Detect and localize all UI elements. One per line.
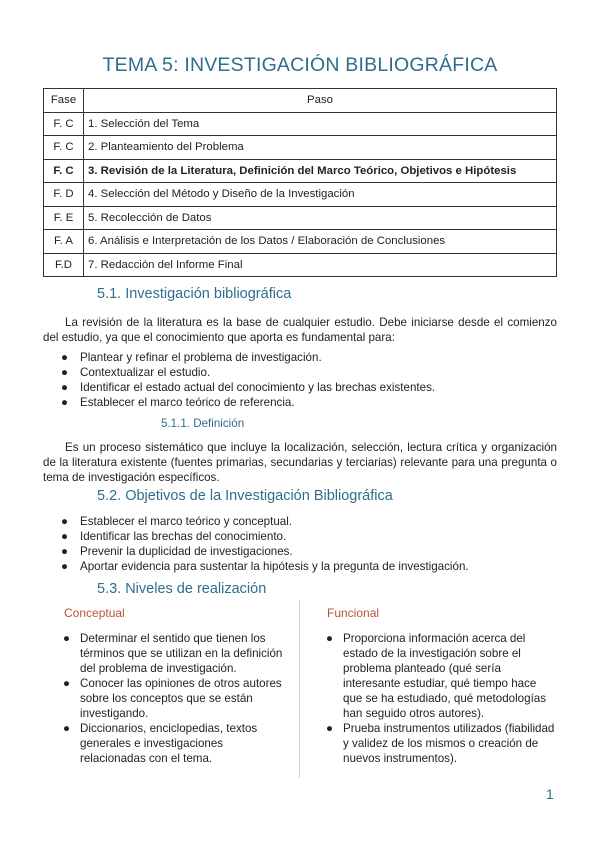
paso-cell: 7. Redacción del Informe Final <box>84 253 557 277</box>
funcional-list <box>323 631 557 766</box>
list-item-text: Prueba instrumentos utilizados (fiabilidad y validez de los mismos o creación de nuevos instrumentos). <box>343 722 555 765</box>
bullet-icon: ● <box>61 351 69 364</box>
list-item <box>60 631 292 676</box>
bullet-icon: ● <box>61 545 69 558</box>
list-item <box>60 721 292 766</box>
page-number: 1 <box>546 786 554 802</box>
bullet-icon: ● <box>61 381 69 394</box>
list-item <box>43 514 557 529</box>
bullet-icon: ● <box>326 722 334 735</box>
section-5-1-1-text: Es un proceso sistemático que incluye la localización, selección, lectura crítica y organización de la literatura existente (fuentes primarias, secundarias y terciarias) relevante para una pregunta o tema de investigación específicos. <box>43 441 557 484</box>
table-row <box>44 230 557 254</box>
list-item <box>43 544 557 559</box>
list-item-text: Identificar el estado actual del conocimiento y las brechas existentes. <box>80 381 436 394</box>
column-divider <box>299 600 300 778</box>
bullet-icon: ● <box>326 632 334 645</box>
list-item <box>43 395 557 410</box>
section-heading-5-1: 5.1. Investigación bibliográfica <box>97 286 292 302</box>
column-heading-conceptual: Conceptual <box>64 606 125 620</box>
paso-cell: 6. Análisis e Interpretación de los Datos / Elaboración de Conclusiones <box>84 230 557 254</box>
fase-cell: F. A <box>44 230 84 254</box>
bullet-icon: ● <box>63 632 71 645</box>
column-header-paso: Paso <box>84 89 557 113</box>
bullet-icon: ● <box>61 396 69 409</box>
section-heading-5-3: 5.3. Niveles de realización <box>97 581 267 597</box>
paso-cell: 1. Selección del Tema <box>84 112 557 136</box>
list-item-text: Proporciona información acerca del estado de la investigación sobre el problema planteado (qué sería interesante estudiar, qué tiempo hace que se ha estudiado, qué metodologías han seguido otros autores). <box>343 632 547 720</box>
list-item-text: Aportar evidencia para sustentar la hipótesis y la pregunta de investigación. <box>80 560 469 573</box>
list-item <box>43 559 557 574</box>
list-item-text: Prevenir la duplicidad de investigaciones. <box>80 545 293 558</box>
list-item <box>43 350 557 365</box>
table-row <box>44 206 557 230</box>
section-heading-5-2: 5.2. Objetivos de la Investigación Bibliográfica <box>97 488 393 504</box>
list-item <box>323 631 557 721</box>
fase-cell: F. D <box>44 183 84 207</box>
column-heading-funcional: Funcional <box>327 606 380 620</box>
table-row <box>44 183 557 207</box>
paso-cell: 3. Revisión de la Literatura, Definición del Marco Teórico, Objetivos e Hipótesis <box>84 159 557 183</box>
list-item-text: Contextualizar el estudio. <box>80 366 211 379</box>
list-item-text: Establecer el marco teórico y conceptual. <box>80 515 293 528</box>
list-item-text: Identificar las brechas del conocimiento. <box>80 530 287 543</box>
list-item <box>43 365 557 380</box>
list-item-text: Diccionarios, enciclopedias, textos generales e investigaciones relacionadas con el tema. <box>80 722 258 765</box>
bullet-icon: ● <box>61 515 69 528</box>
fase-cell: F. E <box>44 206 84 230</box>
column-header-fase: Fase <box>44 89 84 113</box>
bullet-icon: ● <box>61 366 69 379</box>
bullet-icon: ● <box>61 560 69 573</box>
table-row-highlighted <box>44 159 557 183</box>
fase-cell: F. C <box>44 159 84 183</box>
list-item-text: Determinar el sentido que tienen los términos que se utilizan en la definición del problema de investigación. <box>80 632 283 675</box>
fase-cell: F. C <box>44 112 84 136</box>
section-heading-5-1-1: 5.1.1. Definición <box>161 417 245 430</box>
paso-cell: 4. Selección del Método y Diseño de la Investigación <box>84 183 557 207</box>
list-item <box>323 721 557 766</box>
phases-table <box>43 88 557 277</box>
paso-cell: 2. Planteamiento del Problema <box>84 136 557 160</box>
section-5-1-intro: La revisión de la literatura es la base de cualquier estudio. Debe iniciarse desde el comienzo del estudio, ya que el conocimiento que aporta es fundamental para: <box>43 316 557 344</box>
bullet-icon: ● <box>61 530 69 543</box>
bullet-icon: ● <box>63 722 71 735</box>
list-item-text: Conocer las opiniones de otros autores sobre los conceptos que se están investigando. <box>80 677 282 720</box>
section-5-1-bullet-list <box>43 350 557 410</box>
fase-cell: F.D <box>44 253 84 277</box>
list-item-text: Establecer el marco teórico de referencia. <box>80 396 295 409</box>
table-row <box>44 112 557 136</box>
conceptual-list <box>60 631 292 766</box>
list-item <box>43 529 557 544</box>
section-5-2-bullet-list <box>43 514 557 574</box>
list-item <box>60 676 292 721</box>
bullet-icon: ● <box>63 677 71 690</box>
page-title: TEMA 5: INVESTIGACIÓN BIBLIOGRÁFICA <box>102 54 498 76</box>
table-row <box>44 136 557 160</box>
list-item-text: Plantear y refinar el problema de investigación. <box>80 351 322 364</box>
fase-cell: F. C <box>44 136 84 160</box>
table-header-row <box>44 89 557 113</box>
list-item <box>43 380 557 395</box>
paso-cell: 5. Recolección de Datos <box>84 206 557 230</box>
table-row <box>44 253 557 277</box>
